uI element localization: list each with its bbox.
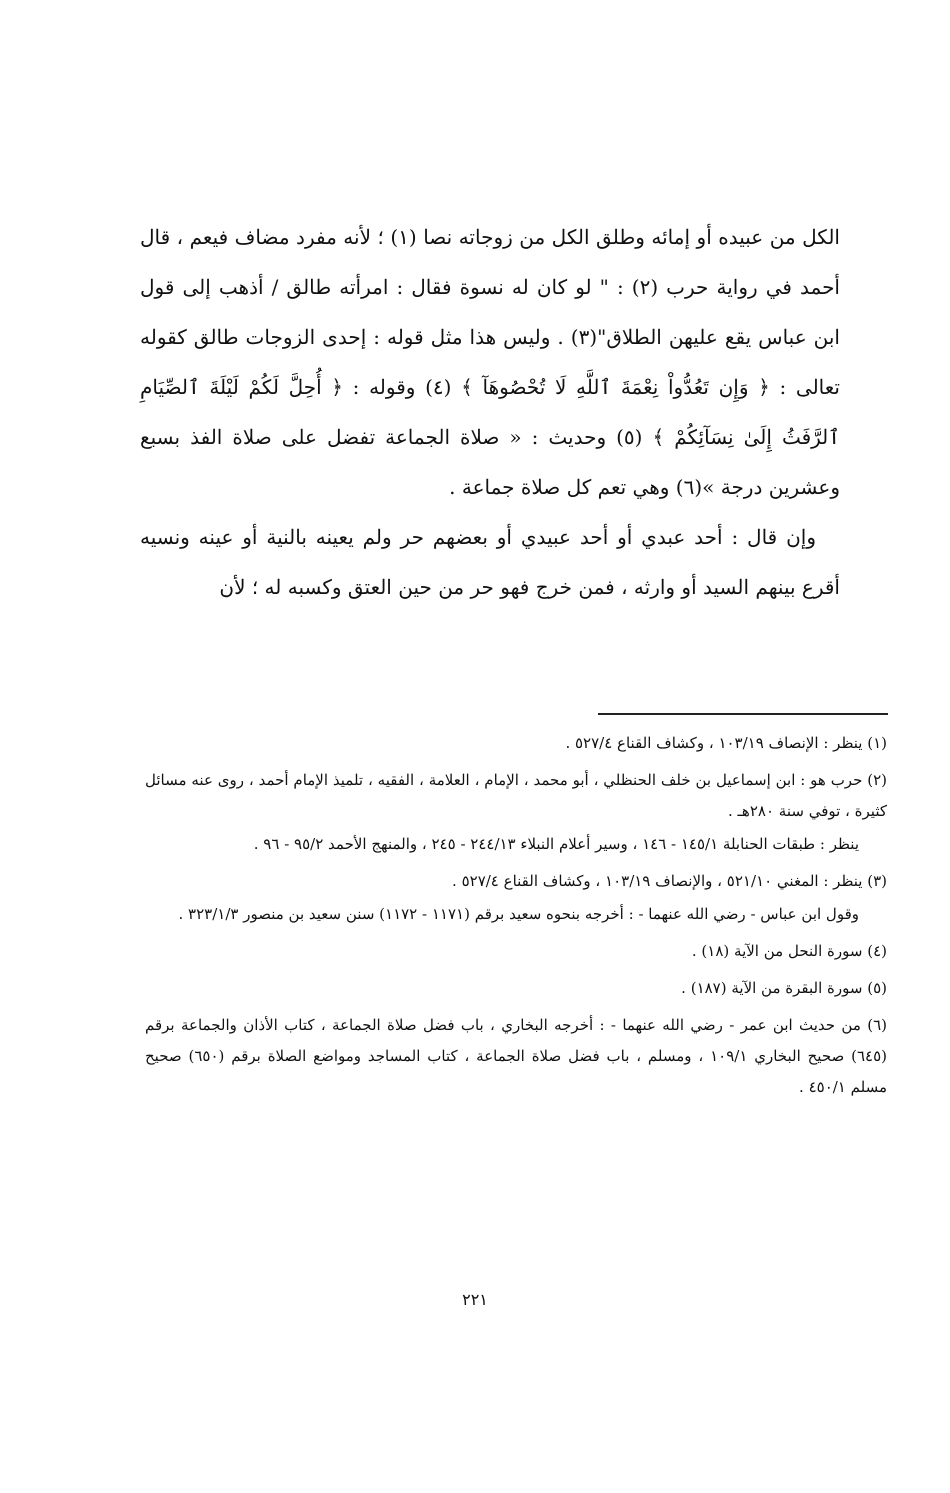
page-number: ٢٢١	[462, 1290, 488, 1309]
footnote-4	[145, 936, 887, 967]
footnote-text: (٦) من حديث ابن عمر - رضي الله عنهما - : أخرجه البخاري ، باب فضل صلاة الجماعة ، كتاب الأذان والجماعة برقم (٦٤٥) صحيح البخاري ١٠٩/١ ، ومسلم ، باب فضل صلاة الجماعة ، كتاب المساجد ومواضع الصلاة برقم (٦٥٠) صحيح مسلم ٤٥٠/١ .	[145, 1016, 887, 1096]
footnote-1	[145, 728, 887, 759]
footnote-2	[145, 765, 887, 860]
footnote-note: وقول ابن عباس - رضي الله عنهما - : أخرجه بنحوه سعيد برقم (١١٧١ - ١١٧٢) سنن سعيد بن منصور ٣٢٣/١/٣ .	[178, 905, 859, 923]
footnote-note: ينظر : طبقات الحنابلة ١٤٥/١ - ١٤٦ ، وسير أعلام النبلاء ٢٤٤/١٣ - ٢٤٥ ، والمنهج الأحمد ٩٥/٢ - ٩٦ .	[253, 835, 859, 853]
footnote-5	[145, 973, 887, 1004]
footnote-separator	[598, 713, 888, 715]
footnote-text: (٢) حرب هو : ابن إسماعيل بن خلف الحنظلي ، أبو محمد ، الإمام ، العلامة ، الفقيه ، تلميذ الإمام أحمد ، روى عنه مسائل كثيرة ، توفي سنة ٢٨٠هـ .	[145, 771, 887, 820]
main-paragraph: وإن قال : أحد عبدي أو أحد عبيدي أو بعضهم حر ولم يعينه بالنية أو عينه ونسيه أقرع بينهم السيد أو وارثه ، فمن خرج فهو حر من حين العتق وكسبه له ؛ لأن	[140, 525, 840, 599]
footnotes	[145, 728, 887, 1109]
footnote-text: (١) ينظر : الإنصاف ١٠٣/١٩ ، وكشاف القناع ٥٢٧/٤ .	[565, 734, 887, 752]
main-paragraph: الكل من عبيده أو إمائه وطلق الكل من زوجاته نصا (١) ؛ لأنه مفرد مضاف فيعم ، قال أحمد في رواية حرب (٢) : " لو كان له نسوة فقال : امرأته طالق / أذهب إلى قول ابن عباس يقع عليهن الطلاق"(٣) . وليس هذا مثل قوله : إحدى الزوجات طالق كقوله تعالى : ﴿ وَإِن تَعُدُّواْ نِعْمَةَ ٱللَّهِ لَا تُحْصُوهَآ ﴾ (٤) وقوله : ﴿ أُحِلَّ لَكُمْ لَيْلَةَ ٱلصِّيَامِ ٱلرَّفَثُ إِلَىٰ نِسَآئِكُمْ ﴾ (٥) وحديث : « صلاة الجماعة تفضل على صلاة الفذ بسبع وعشرين درجة »(٦) وهي تعم كل صلاة جماعة .	[140, 225, 840, 499]
footnote-text: (٥) سورة البقرة من الآية (١٨٧) .	[681, 979, 887, 997]
footnote-text: (٤) سورة النحل من الآية (١٨) .	[691, 942, 887, 960]
footnote-3	[145, 866, 887, 930]
main-text	[140, 212, 840, 612]
footnote-text: (٣) ينظر : المغني ٥٢١/١٠ ، والإنصاف ١٠٣/١٩ ، وكشاف القناع ٥٢٧/٤ .	[452, 872, 887, 890]
footnote-6	[145, 1010, 887, 1103]
